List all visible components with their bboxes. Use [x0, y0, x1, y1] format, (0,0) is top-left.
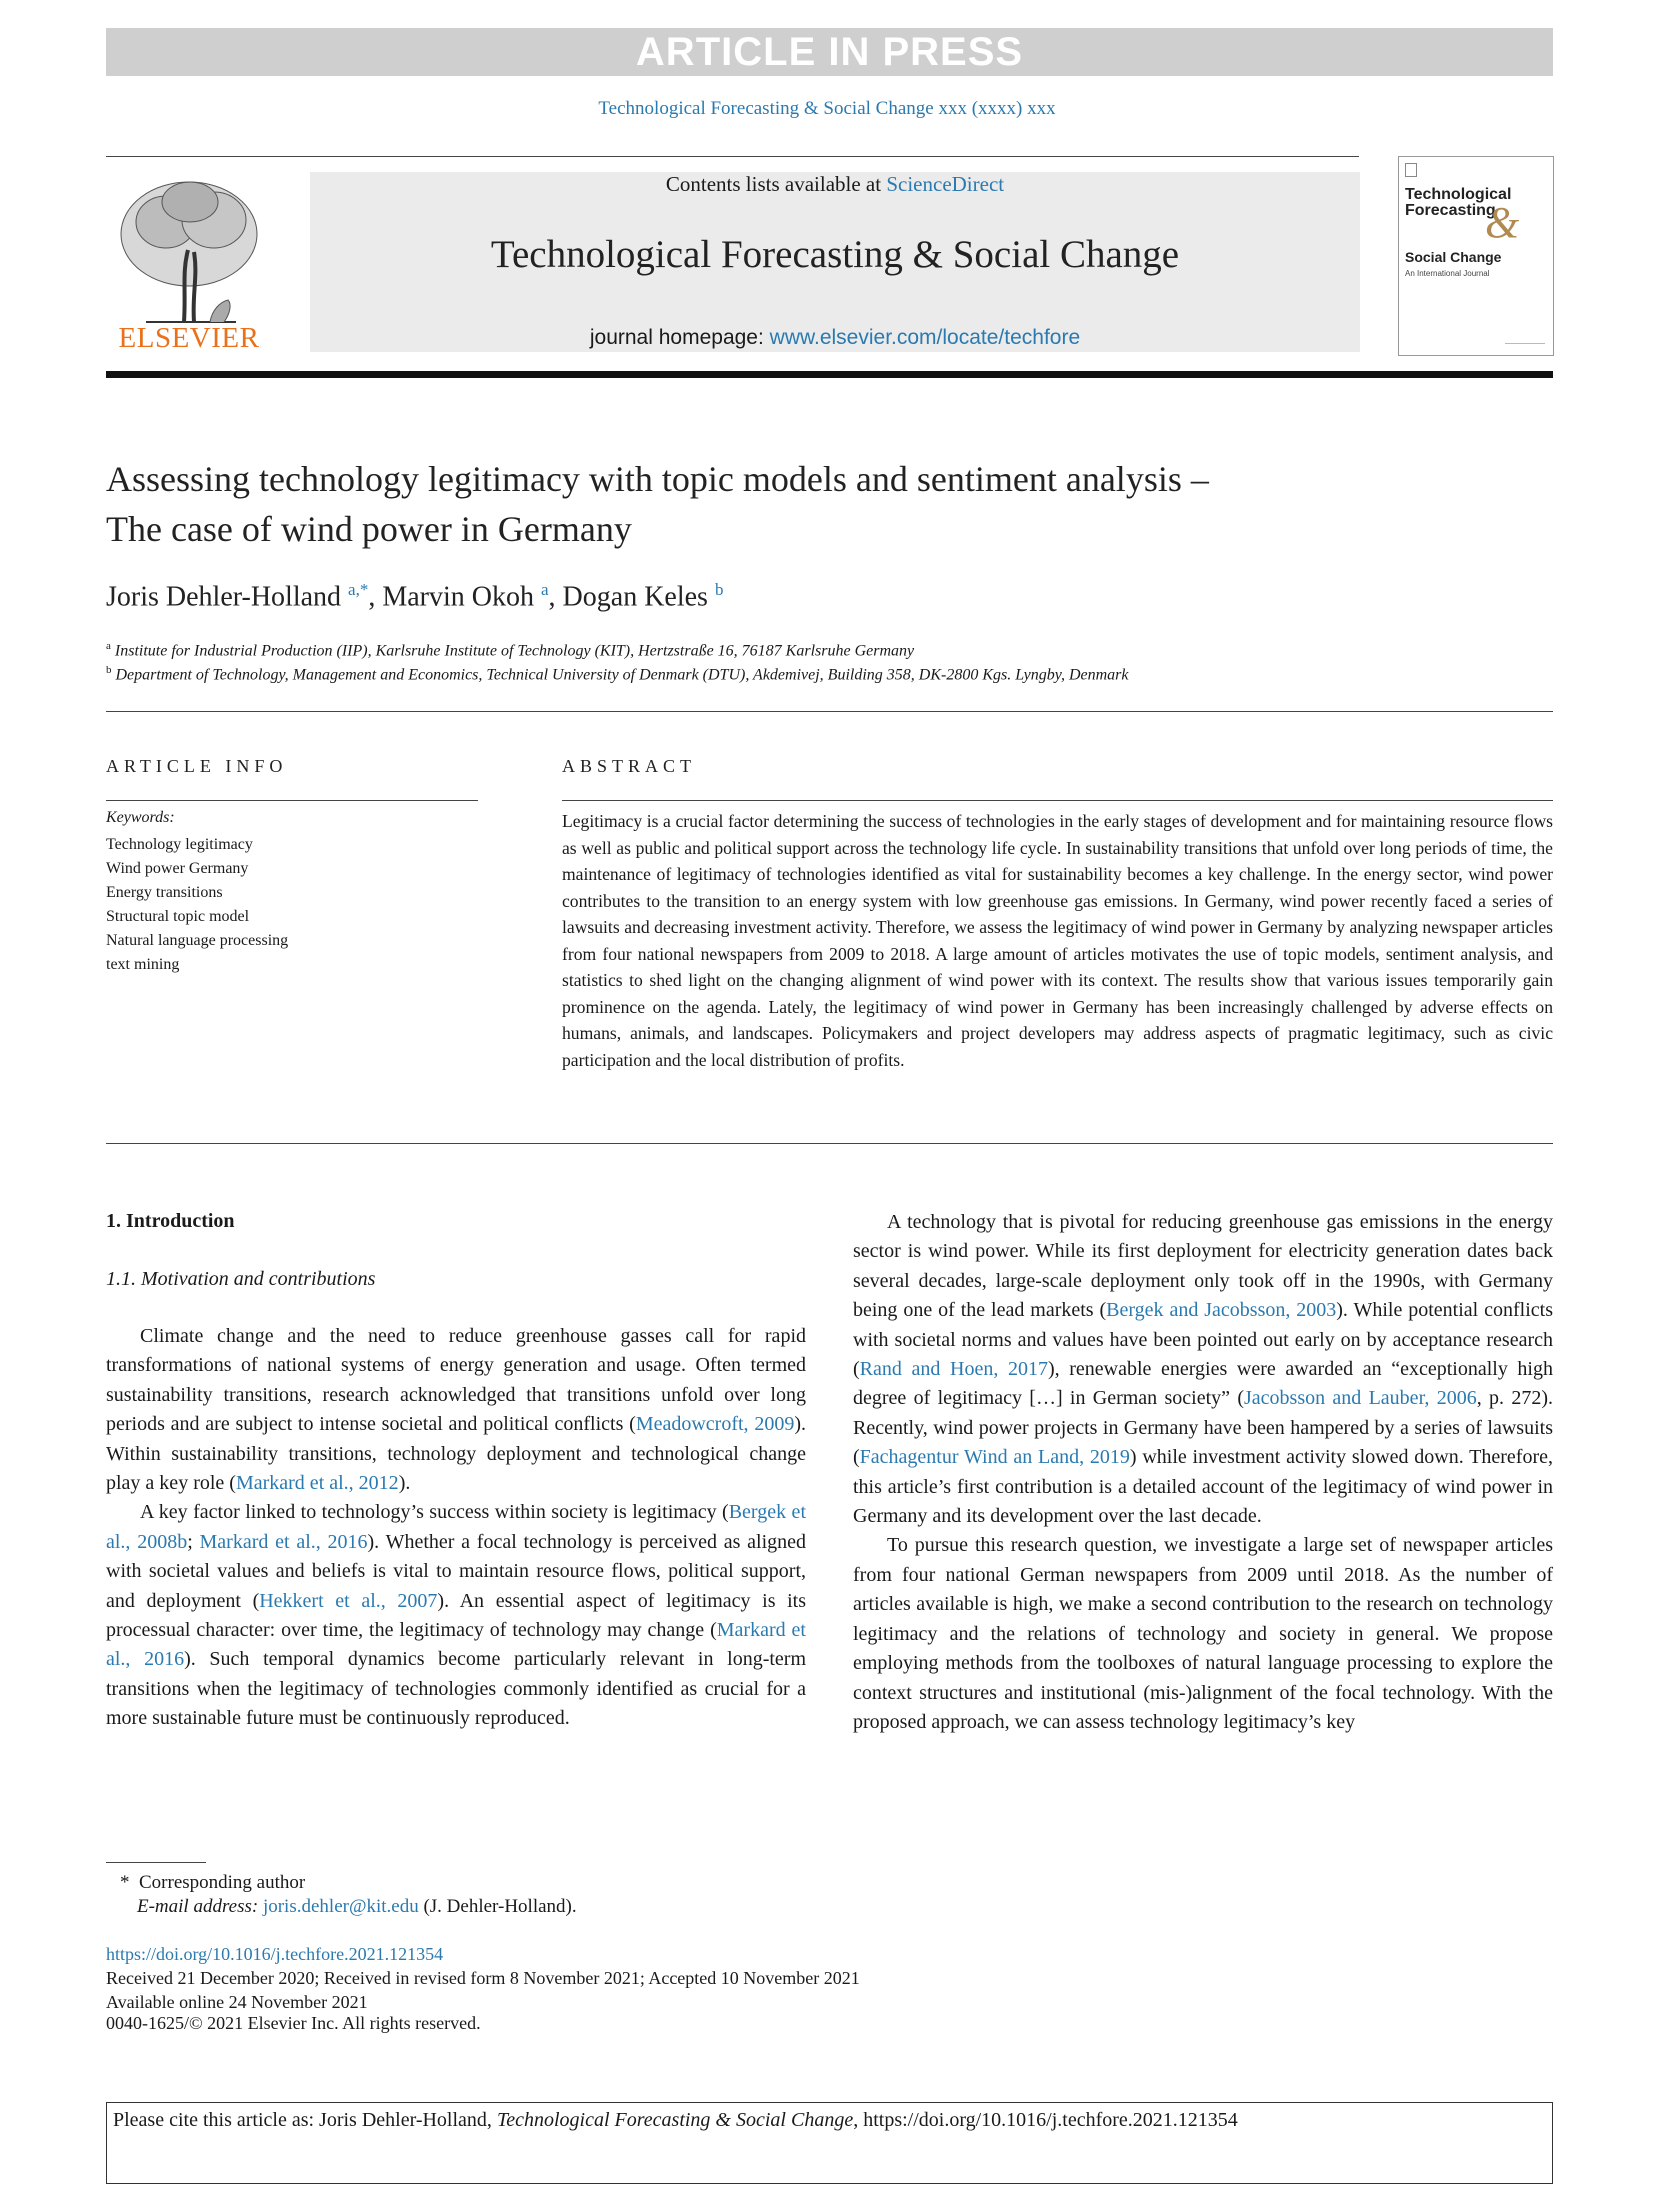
corresponding-label: Corresponding author [139, 1872, 306, 1893]
text-run: ). An essential aspect of legitimacy is its processual character: over time, the legitimacy of technology may change ( [106, 1589, 806, 1642]
paragraph [106, 1322, 806, 1498]
reference-link[interactable]: Rand and Hoen, 2017 [859, 1358, 1048, 1381]
body-column-left [106, 1322, 806, 1734]
email-link[interactable]: joris.dehler@kit.edu [262, 1896, 419, 1917]
title-line-2: The case of wind power in Germany [106, 509, 632, 549]
elsevier-logo[interactable] [106, 172, 272, 362]
text-run: Climate change and the need to reduce greenhouse gasses call for rapid transformations of national systems of energy generation and usage. Often termed sustainability transitions, research acknowledged that transitions unfold over long periods and are subject to intense societal and political conflicts ( [106, 1325, 806, 1436]
article-info-heading: ARTICLE INFO [106, 756, 288, 776]
affiliation-text: Department of Technology, Management and Economics, Technical University of Denmark (DTU), Akdemivej, Building 358, DK-2800 Kgs. Lyngby, Denmark [115, 666, 1129, 684]
text-run: ; [187, 1530, 200, 1553]
affiliation-mark: b [106, 664, 112, 676]
author-separator: , [548, 581, 563, 613]
text-run: ) while investment activity slowed down. Therefore, this article’s first contribution is a detailed account of the legitimacy of wind power in Germany and its development over the last decade. [853, 1446, 1553, 1528]
doi-link[interactable]: https://doi.org/10.1016/j.techfore.2021.121354 [106, 1944, 444, 1964]
keyword: Structural topic model [106, 908, 250, 925]
corresponding-author-note [120, 1869, 305, 1896]
author-affiliation-mark[interactable]: b [714, 580, 724, 599]
available-online-date: Available online 24 November 2021 [106, 1992, 368, 2012]
author-separator: , [368, 581, 383, 613]
author-name: Joris Dehler-Holland [106, 581, 342, 613]
keyword: Natural language processing [106, 932, 289, 949]
cover-subtitle: An International Journal [1405, 269, 1490, 278]
reference-link[interactable]: Bergek et al., 2008b [106, 1501, 806, 1553]
contents-line [310, 172, 1360, 197]
author-name: Dogan Keles [562, 581, 708, 613]
cite-journal: Technological Forecasting & Social Change [496, 2109, 854, 2131]
abstract-text: Legitimacy is a crucial factor determining the success of technologies in the early stages of development and for maintaining resource flows as well as public and political support across the technology life cycle. In sustainability transitions that unfold over long periods of time, the maintenance of legitimacy of technologies identified as vital for sustainability becomes a key challenge. In the energy sector, wind power contributes to the transition to an energy system with low greenhouse gas emissions. In Germany, wind power recently faced a series of lawsuits and decreasing investment activity. Therefore, we assess the legitimacy of wind power in Germany by analyzing newspaper articles from four national newspapers from 2009 to 2018. A large amount of articles motivates the use of topic models, sentiment analysis, and statistics to shed light on the changing alignment of wind power with its context. The results show that various issues temporarily gain prominence on the agenda. Lately, the legitimacy of wind power in Germany has been increasingly challenged by adverse effects on humans, animals, and landscapes. Policymakers and project developers may address aspects of pragmatic legitimacy, such as civic participation and the local distribution of profits. [562, 811, 1553, 1070]
journal-cover-thumbnail[interactable] [1398, 156, 1554, 356]
cover-emblem-icon [1405, 163, 1417, 177]
paragraph [106, 1498, 806, 1733]
sciencedirect-link[interactable]: ScienceDirect [886, 172, 1005, 196]
author-affiliation-mark[interactable]: a [541, 580, 549, 599]
article-title [106, 454, 1446, 554]
text-run: A technology that is pivotal for reducing greenhouse gas emissions in the energy sector is wind power. While its first deployment for electricity generation dates back several decades, large-scale deployment only took off in the 1990s, with Germany being one of the lead markets ( [853, 1211, 1553, 1322]
text-run: ). [398, 1472, 411, 1495]
body-column-right [853, 1208, 1553, 1737]
divider [106, 800, 478, 801]
footnote-rule [106, 1862, 206, 1863]
footnote-mark: * [120, 1872, 130, 1893]
title-line-1: Assessing technology legitimacy with topic models and sentiment analysis – [106, 459, 1209, 499]
text-run: ), renewable energies were awarded an “exceptionally high degree of legitimacy […] in German society” ( [853, 1358, 1553, 1410]
contents-prefix: Contents lists available at [665, 172, 887, 196]
journal-title: Technological Forecasting & Social Change [490, 233, 1180, 276]
cover-line-2: Forecasting [1405, 202, 1496, 219]
subsection-heading: 1.1. Motivation and contributions [106, 1268, 376, 1290]
homepage-prefix: journal homepage: [589, 326, 770, 349]
section-heading: 1. Introduction [106, 1210, 235, 1232]
paragraph [853, 1208, 1553, 1531]
cite-this-article-box [106, 2102, 1553, 2184]
text-run: ). Whether a focal technology is perceived as aligned with societal values and beliefs is vital to maintain resource flows, political support, and deployment ( [106, 1530, 807, 1612]
email-note [137, 1896, 577, 1918]
author-name: Marvin Okoh [382, 581, 534, 613]
keyword: Technology legitimacy [106, 836, 253, 853]
received-dates: Received 21 December 2020; Received in revised form 8 November 2021; Accepted 10 November 2021 [106, 1968, 860, 1988]
reference-link[interactable]: Hekkert et al., 2007 [259, 1589, 438, 1612]
header-thick-rule [106, 371, 1553, 378]
copyright-notice: 0040-1625/© 2021 Elsevier Inc. All rights reserved. [106, 2013, 481, 2033]
email-suffix: (J. Dehler-Holland). [418, 1896, 577, 1917]
journal-citation-link[interactable]: Technological Forecasting & Social Change xxx (xxxx) xxx [598, 98, 1056, 119]
text-run: , p. 272). Recently, wind power projects in Germany have been hampered by a series of lawsuits ( [853, 1387, 1554, 1469]
cover-footer-mark [1505, 343, 1545, 344]
homepage-link[interactable]: www.elsevier.com/locate/techfore [769, 326, 1081, 349]
reference-link[interactable]: Fachagentur Wind an Land, 2019 [859, 1446, 1130, 1469]
keywords-list [106, 833, 288, 977]
abstract-heading: ABSTRACT [562, 756, 697, 776]
keywords-label: Keywords: [106, 809, 175, 826]
author-affiliation-mark[interactable]: a,* [348, 580, 369, 599]
affiliation-mark: a [106, 640, 111, 652]
text-run: ). Within sustainability transitions, technology deployment and technological change play a key role ( [106, 1413, 806, 1495]
cover-line-3: Social Change [1405, 249, 1502, 265]
email-label: E-mail address: [137, 1896, 259, 1917]
text-run: ). Such temporal dynamics become particularly relevant in long-term transitions when the legitimacy of technologies commonly identified as crucial for a more sustainable future must be continuously reproduced. [106, 1648, 807, 1730]
author-list [106, 580, 1446, 613]
keyword: text mining [106, 956, 180, 973]
reference-link[interactable]: Markard et al., 2012 [235, 1472, 399, 1495]
reference-link[interactable]: Markard et al., 2016 [106, 1619, 806, 1671]
keyword: Energy transitions [106, 884, 223, 901]
keyword: Wind power Germany [106, 860, 249, 877]
publisher-name: ELSEVIER [118, 322, 260, 354]
text-run: A key factor linked to technology’s success within society is legitimacy ( [140, 1501, 729, 1524]
homepage-line [310, 326, 1360, 350]
divider [106, 1143, 1553, 1144]
reference-link[interactable]: Jacobsson and Lauber, 2006 [1244, 1387, 1477, 1410]
divider [562, 800, 1553, 801]
header-top-rule [106, 156, 1359, 157]
cite-suffix: , https://doi.org/10.1016/j.techfore.2021.121354 [853, 2109, 1238, 2131]
cite-prefix: Please cite this article as: Joris Dehler-Holland, [113, 2109, 497, 2131]
paragraph: To pursue this research question, we investigate a large set of newspaper articles from four national German newspapers from 2009 until 2018. As the number of articles available is high, we make a second contribution to the research on technology legitimacy and the relations of technology and society in general. We propose employing methods from the toolboxes of natural language processing to explore the context structures and institutional (mis-)alignment of the focal technology. With the proposed approach, we can assess technology legitimacy’s key [853, 1534, 1553, 1733]
cover-ampersand-icon: & [1485, 198, 1520, 247]
article-in-press-banner: ARTICLE IN PRESS [106, 28, 1553, 76]
affiliation-text: Institute for Industrial Production (IIP), Karlsruhe Institute of Technology (KIT), Hertzstraße 16, 76187 Karlsruhe Germany [114, 642, 915, 660]
text-run: ). While potential conflicts with societal norms and values have been pointed out early on by acceptance research ( [853, 1299, 1554, 1381]
affiliation [106, 664, 1546, 684]
divider [106, 711, 1553, 712]
reference-link[interactable]: Markard et al., 2016 [199, 1530, 368, 1553]
reference-link[interactable]: Meadowcroft, 2009 [635, 1413, 795, 1436]
reference-link[interactable]: Bergek and Jacobsson, 2003 [1106, 1299, 1337, 1322]
affiliation [106, 640, 1546, 660]
cover-line-1: Technological [1405, 186, 1512, 203]
